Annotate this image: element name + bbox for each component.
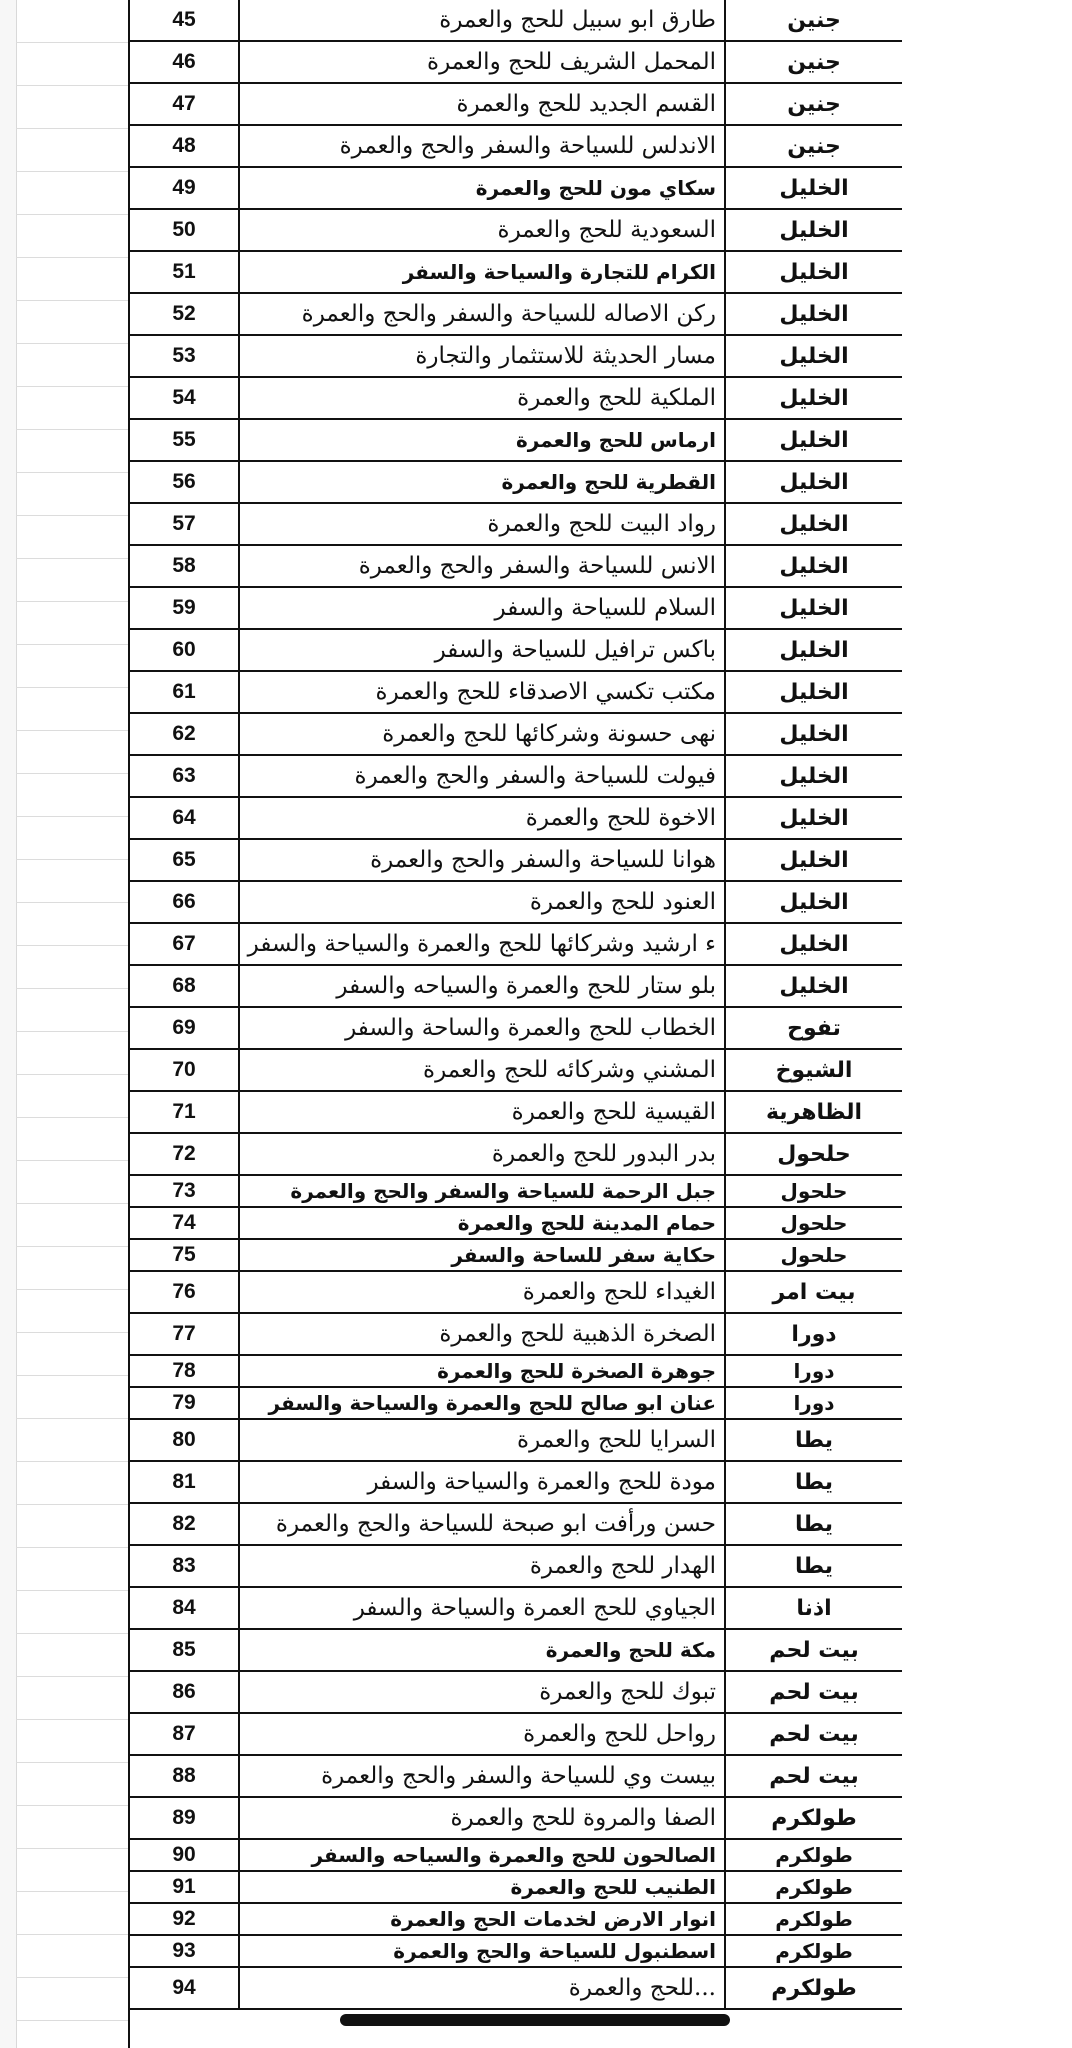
agencies-table-body [129,0,903,2009]
agency-name-text: الملكية للحج والعمرة [517,385,716,411]
city-name: بيت امر [725,1271,903,1313]
table-row [129,1587,903,1629]
agency-name-text: رواحل للحج والعمرة [523,1721,716,1747]
agency-name-text: بيست وي للسياحة والسفر والحج والعمرة [321,1763,716,1789]
spreadsheet-margin [0,0,17,2048]
table-row [129,671,903,713]
row-number: 62 [129,713,239,755]
agency-name [239,713,725,755]
agency-name [239,1671,725,1713]
agency-name [239,671,725,713]
table-row [129,125,903,167]
agency-name-text: الاندلس للسياحة والسفر والحج والعمرة [339,133,716,159]
agency-name [239,251,725,293]
row-number: 88 [129,1755,239,1797]
city-name: الخليل [725,629,903,671]
table-row [129,1967,903,2009]
row-number: 59 [129,587,239,629]
city-name: دورا [725,1387,903,1419]
agency-name [239,1007,725,1049]
agency-name-text: حمام المدينة للحج والعمرة [457,1211,716,1235]
city-name: يطا [725,1461,903,1503]
table-row [129,1871,903,1903]
agency-name-text: فيولت للسياحة والسفر والحج والعمرة [354,763,716,789]
agency-name [239,629,725,671]
city-name: الخليل [725,209,903,251]
agency-name [239,419,725,461]
agency-name [239,1239,725,1271]
table-row [129,1839,903,1871]
city-name: الخليل [725,881,903,923]
agency-name-text: المحمل الشريف للحج والعمرة [427,49,716,75]
row-number: 55 [129,419,239,461]
table-row [129,0,903,41]
city-name: طولكرم [725,1935,903,1967]
city-name: الخليل [725,293,903,335]
city-name: جنين [725,125,903,167]
city-name: الخليل [725,713,903,755]
agency-name [239,1755,725,1797]
agency-name [239,1967,725,2009]
table-row [129,1545,903,1587]
city-name: حلحول [725,1207,903,1239]
agency-name [239,293,725,335]
agency-name-text: الخطاب للحج والعمرة والساحة والسفر [345,1015,716,1041]
table-row [129,923,903,965]
table-row [129,1461,903,1503]
agency-name-text: تبوك للحج والعمرة [539,1679,716,1705]
agency-name [239,1629,725,1671]
city-name: بيت لحم [725,1671,903,1713]
table-row [129,1755,903,1797]
row-number: 92 [129,1903,239,1935]
row-number: 48 [129,125,239,167]
agency-name [239,209,725,251]
agency-name-text: مسار الحديثة للاستثمار والتجارة [415,343,716,369]
row-number: 67 [129,923,239,965]
city-name: الخليل [725,671,903,713]
city-name: تفوح [725,1007,903,1049]
agency-name [239,545,725,587]
row-number: 61 [129,671,239,713]
agency-name [239,1713,725,1755]
agency-name [239,1175,725,1207]
row-number: 66 [129,881,239,923]
agency-name-text: الطنيب للحج والعمرة [510,1875,716,1899]
row-number: 52 [129,293,239,335]
table-row [129,251,903,293]
agency-name-text: سكاي مون للحج والعمرة [475,176,716,200]
agency-name-text: ارماس للحج والعمرة [515,428,716,452]
row-number: 63 [129,755,239,797]
agency-name-text: الجياوي للحج العمرة والسياحة والسفر [353,1595,716,1621]
row-number: 51 [129,251,239,293]
city-name: الخليل [725,251,903,293]
agency-name [239,503,725,545]
table-row [129,545,903,587]
city-name: طولكرم [725,1839,903,1871]
row-number: 84 [129,1587,239,1629]
table-row [129,755,903,797]
table-row [129,839,903,881]
agency-name-text: القيسية للحج والعمرة [511,1099,716,1125]
city-name: بيت لحم [725,1713,903,1755]
agency-name-text: ركن الاصاله للسياحة والسفر والحج والعمرة [301,301,716,327]
agency-name [239,1387,725,1419]
agency-name-text: السلام للسياحة والسفر [494,595,716,621]
table-row [129,1313,903,1355]
city-name: طولكرم [725,1967,903,2009]
row-number: 94 [129,1967,239,2009]
table-row [129,1713,903,1755]
agency-name-text: ء ارشيد وشركائها للحج والعمرة والسياحة والسفر [247,931,716,957]
city-name: الخليل [725,755,903,797]
row-number: 91 [129,1871,239,1903]
table-row [129,335,903,377]
city-name: الخليل [725,503,903,545]
agency-name-text: انوار الارض لخدمات الحج والعمرة [390,1907,716,1931]
agency-name-text: طارق ابو سبيل للحج والعمرة [439,7,716,33]
city-name: جنين [725,41,903,83]
agency-name-text: مكتب تكسي الاصدقاء للحج والعمرة [375,679,716,705]
table-row [129,1239,903,1271]
agency-name [239,839,725,881]
agency-name-text: الصالحون للحج والعمرة والسياحه والسفر [311,1843,716,1867]
agency-name-text: الكرام للتجارة والسياحة والسفر [402,260,716,284]
agency-name [239,1207,725,1239]
row-number: 70 [129,1049,239,1091]
city-name: طولكرم [725,1871,903,1903]
table-row [129,1207,903,1239]
agency-name [239,1903,725,1935]
agency-name-text: الانس للسياحة والسفر والحج والعمرة [358,553,716,579]
row-number: 71 [129,1091,239,1133]
agency-name [239,755,725,797]
agency-name-text: مودة للحج والعمرة والسياحة والسفر [367,1469,716,1495]
table-row [129,1503,903,1545]
row-number: 79 [129,1387,239,1419]
agency-name [239,1271,725,1313]
agency-name-text: نهى حسونة وشركائها للحج والعمرة [382,721,716,747]
agency-name [239,1797,725,1839]
agency-name-text: جبل الرحمة للسياحة والسفر والحج والعمرة [290,1179,716,1203]
row-number: 69 [129,1007,239,1049]
city-name: الخليل [725,839,903,881]
agency-name [239,1545,725,1587]
row-number: 82 [129,1503,239,1545]
city-name: دورا [725,1355,903,1387]
city-name: الخليل [725,461,903,503]
agency-name [239,83,725,125]
city-name: طولكرم [725,1903,903,1935]
city-name: حلحول [725,1239,903,1271]
row-number: 46 [129,41,239,83]
city-name: حلحول [725,1133,903,1175]
city-name: جنين [725,83,903,125]
city-name: الخليل [725,167,903,209]
agency-name [239,1871,725,1903]
agency-name-text: الصخرة الذهبية للحج والعمرة [439,1321,716,1347]
city-name: الخليل [725,335,903,377]
table-row [129,965,903,1007]
city-name: اذنا [725,1587,903,1629]
row-number: 65 [129,839,239,881]
row-number: 53 [129,335,239,377]
city-name: بيت لحم [725,1629,903,1671]
row-number: 73 [129,1175,239,1207]
row-number: 77 [129,1313,239,1355]
row-number: 49 [129,167,239,209]
table-row [129,797,903,839]
agencies-table [128,0,904,2010]
city-name: الخليل [725,587,903,629]
city-name: طولكرم [725,1797,903,1839]
table-row [129,293,903,335]
row-number: 85 [129,1629,239,1671]
agency-name [239,1355,725,1387]
agency-name-text: الغيداء للحج والعمرة [522,1279,716,1305]
table-row [129,1387,903,1419]
agency-name [239,41,725,83]
table-row [129,1049,903,1091]
table-row [129,1271,903,1313]
agency-name-text: بلو ستار للحج والعمرة والسياحه والسفر [336,973,716,999]
row-number: 58 [129,545,239,587]
row-number: 83 [129,1545,239,1587]
agency-name-text: القطرية للحج والعمرة [501,470,716,494]
agency-name-text: حسن ورأفت ابو صبحة للسياحة والحج والعمرة [275,1511,716,1537]
row-number: 56 [129,461,239,503]
table-row [129,83,903,125]
row-number: 89 [129,1797,239,1839]
row-number: 78 [129,1355,239,1387]
agency-name-text: مكة للحج والعمرة [545,1638,716,1662]
empty-column [16,0,130,2048]
table-row [129,1629,903,1671]
row-number: 76 [129,1271,239,1313]
table-row [129,881,903,923]
table-row [129,377,903,419]
row-number: 54 [129,377,239,419]
agency-name-text: جوهرة الصخرة للحج والعمرة [437,1359,716,1383]
row-number: 80 [129,1419,239,1461]
table-row [129,209,903,251]
agency-name-text: عنان ابو صالح للحج والعمرة والسياحة والسفر [268,1391,716,1415]
table-row [129,1175,903,1207]
city-name: الظاهرية [725,1091,903,1133]
city-name: الخليل [725,965,903,1007]
row-number: 93 [129,1935,239,1967]
row-number: 60 [129,629,239,671]
row-number: 90 [129,1839,239,1871]
city-name: يطا [725,1545,903,1587]
table-row [129,1091,903,1133]
row-number: 47 [129,83,239,125]
table-row [129,1903,903,1935]
agency-name [239,335,725,377]
table-row [129,41,903,83]
row-number: 45 [129,0,239,41]
agency-name [239,965,725,1007]
city-name: بيت لحم [725,1755,903,1797]
table-row [129,419,903,461]
agency-name-text: اسطنبول للسياحة والحج والعمرة [393,1939,716,1963]
row-number: 57 [129,503,239,545]
agency-name-text: بدر البدور للحج والعمرة [491,1141,716,1167]
agency-name-text: حكاية سفر للساحة والسفر [451,1243,716,1267]
agency-name [239,1503,725,1545]
agency-name [239,167,725,209]
agency-name-text: ...للحج والعمرة [568,1975,716,2001]
row-number: 64 [129,797,239,839]
agency-name-text: العنود للحج والعمرة [529,889,716,915]
table-row [129,461,903,503]
right-margin [902,0,1072,2048]
table-row [129,503,903,545]
city-name: الشيوخ [725,1049,903,1091]
table-row [129,713,903,755]
agency-name [239,1049,725,1091]
row-number: 50 [129,209,239,251]
table-row [129,1935,903,1967]
city-name: الخليل [725,419,903,461]
table-row [129,629,903,671]
agency-name [239,923,725,965]
agency-name-text: السعودية للحج والعمرة [497,217,716,243]
table-row [129,1797,903,1839]
agency-name-text: الاخوة للحج والعمرة [525,805,716,831]
city-name: يطا [725,1503,903,1545]
table-row [129,1133,903,1175]
agency-name [239,1091,725,1133]
city-name: الخليل [725,545,903,587]
row-number: 68 [129,965,239,1007]
table-row [129,1007,903,1049]
agency-name [239,461,725,503]
row-number: 87 [129,1713,239,1755]
city-name: يطا [725,1419,903,1461]
agency-name [239,797,725,839]
agency-name-text: المشني وشركائه للحج والعمرة [423,1057,716,1083]
city-name: الخليل [725,377,903,419]
row-number: 86 [129,1671,239,1713]
agency-name-text: الصفا والمروة للحج والعمرة [450,1805,716,1831]
city-name: دورا [725,1313,903,1355]
agency-name-text: السرايا للحج والعمرة [517,1427,716,1453]
agency-name-text: رواد البيت للحج والعمرة [487,511,716,537]
agency-name [239,1461,725,1503]
agency-name-text: الهدار للحج والعمرة [529,1553,716,1579]
row-number: 81 [129,1461,239,1503]
row-number: 74 [129,1207,239,1239]
agency-name [239,377,725,419]
city-name: الخليل [725,797,903,839]
table-row [129,587,903,629]
table-row [129,1355,903,1387]
agency-name [239,587,725,629]
agency-name [239,1419,725,1461]
city-name: جنين [725,0,903,41]
redaction-mark [340,2014,730,2026]
agency-name [239,1133,725,1175]
agency-name [239,0,725,41]
agency-name-text: باكس ترافيل للسياحة والسفر [434,637,716,663]
agency-name [239,1313,725,1355]
table-row [129,1671,903,1713]
agency-name [239,1935,725,1967]
agency-name [239,1839,725,1871]
agency-name [239,881,725,923]
table-row [129,167,903,209]
row-number: 75 [129,1239,239,1271]
agency-name [239,1587,725,1629]
agency-name-text: هوانا للسياحة والسفر والحج والعمرة [370,847,716,873]
table-row [129,1419,903,1461]
row-number: 72 [129,1133,239,1175]
city-name: حلحول [725,1175,903,1207]
city-name: الخليل [725,923,903,965]
agency-name-text: القسم الجديد للحج والعمرة [456,91,716,117]
agency-name [239,125,725,167]
